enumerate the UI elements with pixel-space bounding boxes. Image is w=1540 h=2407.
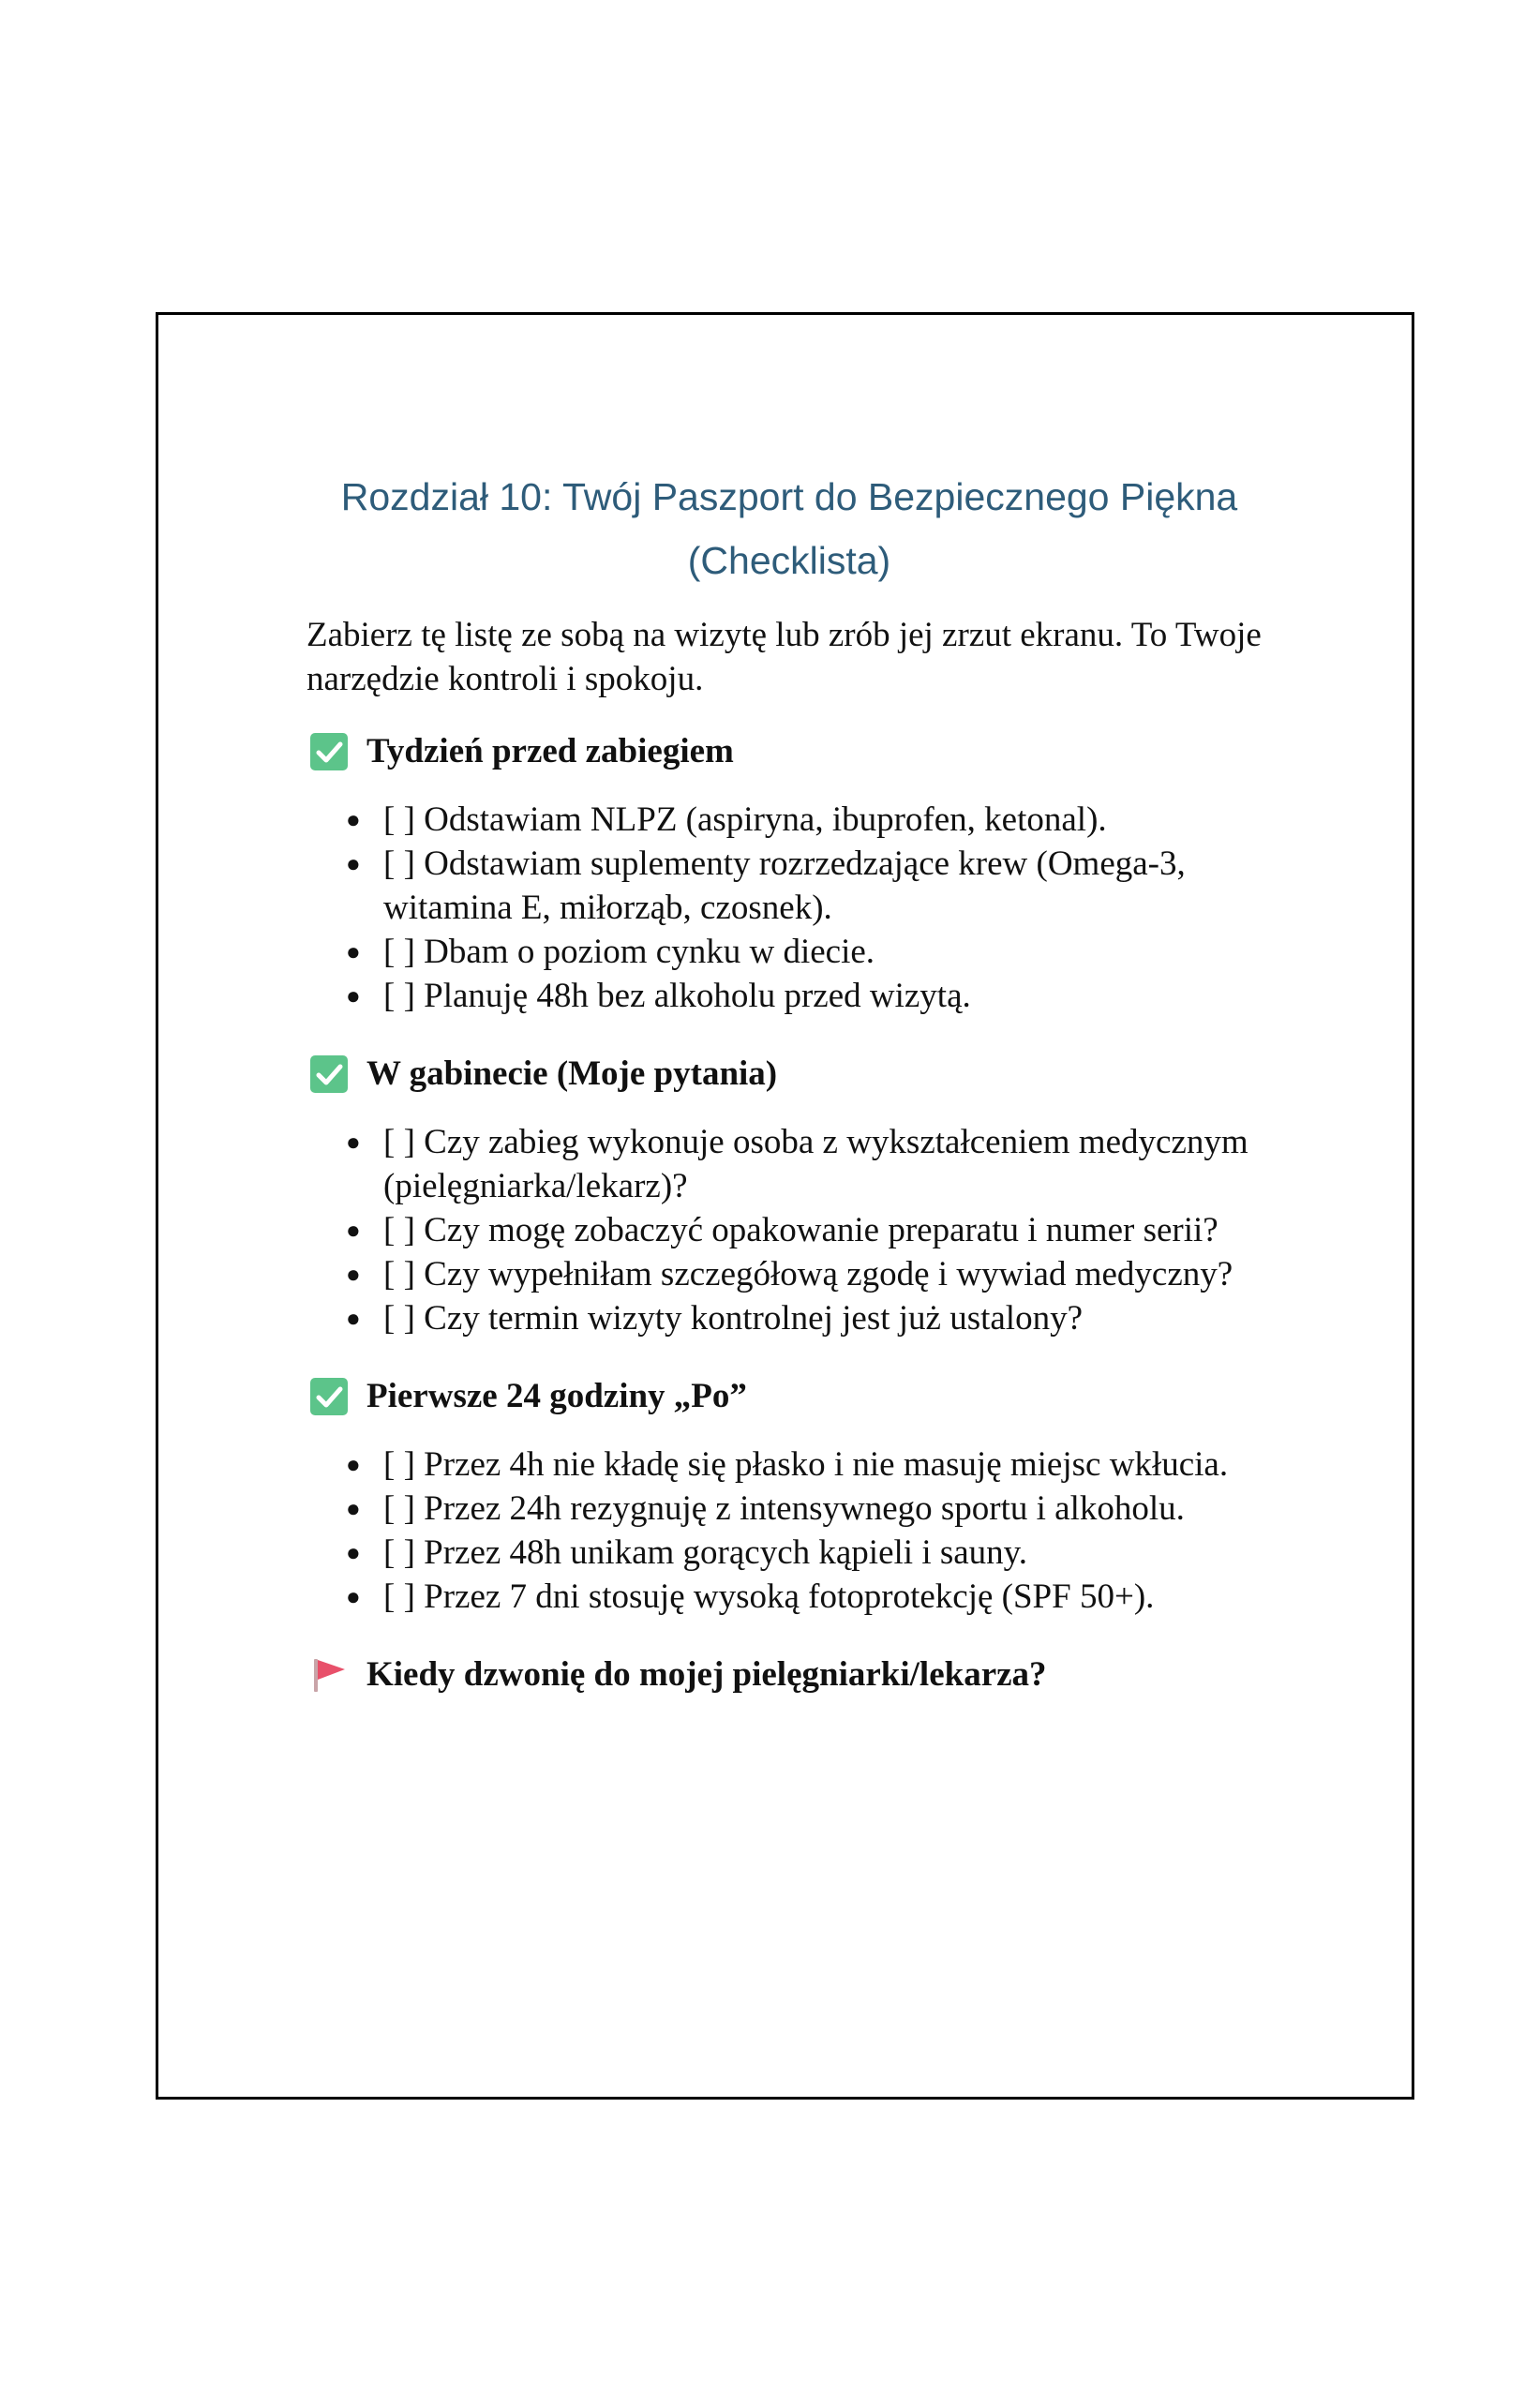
red-flag-icon	[310, 1656, 348, 1694]
bullet: ●	[346, 1451, 361, 1478]
bullet: ●	[346, 1261, 361, 1288]
bullet: ●	[346, 850, 361, 877]
section-heading-when-to-call	[310, 1652, 1272, 1697]
list-item	[307, 842, 1264, 930]
list-item	[307, 1120, 1264, 1208]
bullet: ●	[346, 1305, 361, 1332]
list-item-text: [ ] Przez 7 dni stosuję wysoką fotoprotekcję (SPF 50+).	[383, 1577, 1155, 1616]
check-mark-button-icon	[310, 733, 348, 770]
section-heading-text: W gabinecie (Moje pytania)	[366, 1054, 778, 1093]
list-item-text: [ ] Odstawiam suplementy rozrzedzające krew (Omega-3, witamina E, miłorząb, czosnek).	[383, 845, 1186, 927]
checklist-week-before	[307, 798, 1272, 1018]
list-item-text: [ ] Czy mogę zobaczyć opakowanie preparatu i numer serii?	[383, 1211, 1219, 1249]
section-heading-in-office	[310, 1052, 1272, 1096]
list-item	[307, 1575, 1264, 1619]
bullet: ●	[346, 1217, 361, 1244]
list-item	[307, 930, 1264, 974]
list-item	[307, 1208, 1264, 1252]
document-content	[307, 465, 1272, 1721]
checklist-first-24h	[307, 1443, 1272, 1619]
document-page	[156, 312, 1414, 2100]
check-mark-button-icon	[310, 1055, 348, 1093]
list-item-text: [ ] Dbam o poziom cynku w diecie.	[383, 933, 875, 971]
section-heading-text: Kiedy dzwonię do mojej pielęgniarki/lekarza?	[366, 1655, 1047, 1694]
section-heading-week-before	[310, 729, 1272, 773]
section-heading-first-24h	[310, 1374, 1272, 1418]
bullet: ●	[346, 1495, 361, 1522]
list-item	[307, 1252, 1264, 1296]
list-item-text: [ ] Przez 4h nie kładę się płasko i nie masuję miejsc wkłucia.	[383, 1445, 1229, 1484]
bullet: ●	[346, 1129, 361, 1156]
list-item-text: [ ] Czy zabieg wykonuje osoba z wykształceniem medycznym (pielęgniarka/lekarz)?	[383, 1123, 1248, 1205]
list-item-text: [ ] Planuję 48h bez alkoholu przed wizytą.	[383, 977, 971, 1015]
list-item	[307, 1296, 1264, 1340]
bullet: ●	[346, 938, 361, 965]
list-item	[307, 974, 1264, 1018]
bullet: ●	[346, 982, 361, 1009]
list-item-text: [ ] Odstawiam NLPZ (aspiryna, ibuprofen, ketonal).	[383, 800, 1107, 839]
section-heading-text: Tydzień przed zabiegiem	[366, 732, 734, 770]
section-heading-text: Pierwsze 24 godziny „Po”	[366, 1377, 747, 1415]
list-item	[307, 1531, 1264, 1575]
checklist-in-office	[307, 1120, 1272, 1340]
list-item	[307, 798, 1264, 842]
list-item-text: [ ] Czy termin wizyty kontrolnej jest już ustalony?	[383, 1299, 1083, 1338]
list-item-text: [ ] Czy wypełniłam szczegółową zgodę i wywiad medyczny?	[383, 1255, 1233, 1293]
list-item	[307, 1443, 1264, 1487]
list-item	[307, 1487, 1264, 1531]
intro-paragraph: Zabierz tę listę ze sobą na wizytę lub zrób jej zrzut ekranu. To Twoje narzędzie kontroli i spokoju.	[307, 616, 1262, 698]
check-mark-button-icon	[310, 1378, 348, 1415]
bullet: ●	[346, 1539, 361, 1566]
bullet: ●	[346, 1583, 361, 1610]
chapter-title: Rozdział 10: Twój Paszport do Bezpiecznego Piękna (Checklista)	[340, 475, 1238, 582]
list-item-text: [ ] Przez 48h unikam gorących kąpieli i sauny.	[383, 1533, 1028, 1572]
bullet: ●	[346, 806, 361, 833]
list-item-text: [ ] Przez 24h rezygnuję z intensywnego sportu i alkoholu.	[383, 1489, 1185, 1528]
